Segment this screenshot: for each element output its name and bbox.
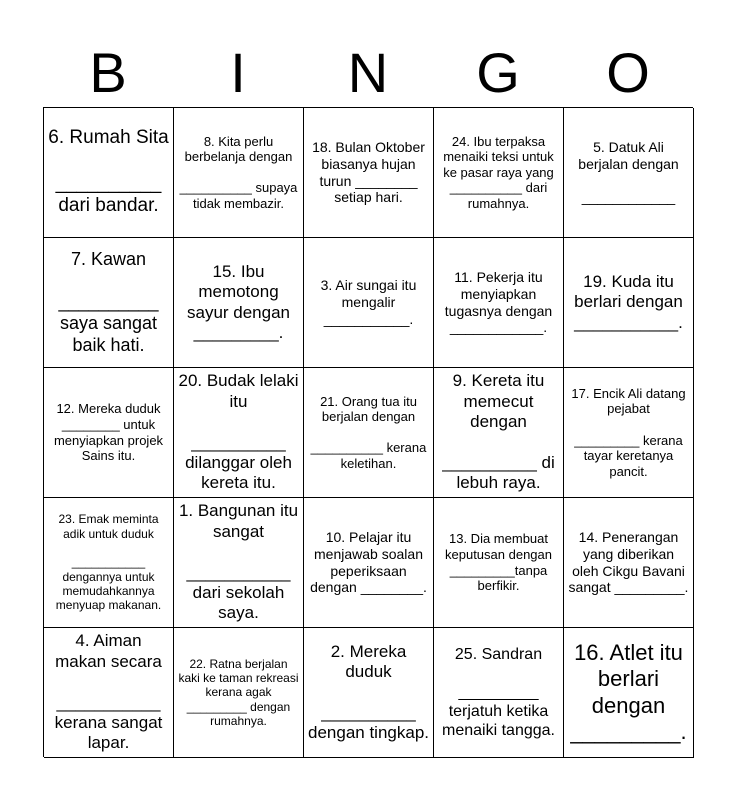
bingo-cell[interactable] [564,108,694,238]
bingo-cell[interactable] [304,628,434,758]
bingo-cell[interactable] [174,368,304,498]
bingo-grid [43,107,693,757]
bingo-cell-text: 14. Penerangan yang diberikan oleh Cikgu Bavani sangat _________. [568,528,689,596]
bingo-cell-text: 22. Ratna berjalan kaki ke taman rekreasi kerana agak _________ dengan rumahnya. [178,656,299,729]
bingo-cell[interactable] [174,628,304,758]
bingo-cell[interactable] [304,498,434,628]
bingo-cell[interactable] [174,238,304,368]
bingo-cell-text: 10. Pelajar itu menjawab soalan peperiksaan dengan ________. [310,528,427,596]
bingo-cell-text: 3. Air sungai itu mengalir ___________. [320,277,417,327]
bingo-cell[interactable] [434,368,564,498]
bingo-cell-text: 2. Mereka duduk __________ dengan tingkap. [308,641,429,743]
bingo-cell-text: 7. Kawan __________ saya sangat baik hati. [58,248,159,355]
bingo-cell-text: 20. Budak lelaki itu __________ dilanggar oleh kereta itu. [178,371,299,493]
bingo-cell-text: 24. Ibu terpaksa menaiki teksi untuk ke pasar raya yang __________ dari rumahnya. [443,133,554,211]
bingo-cell-text: 23. Emak meminta adik untuk duduk ___________ dengannya untuk memudahkannya menyuap makanan. [55,512,162,613]
bingo-cell[interactable] [44,238,174,368]
bingo-cell[interactable] [174,108,304,238]
bingo-cell[interactable] [434,238,564,368]
bingo-cell[interactable] [304,238,434,368]
bingo-cell-text: 12. Mereka duduk ________ untuk menyiapkan projek Sains itu. [53,401,164,464]
bingo-cell-text: 25. Sandran _________ terjatuh ketika menaiki tangga. [442,645,555,740]
bingo-cell-text: 1. Bangunan itu sangat ___________ dari sekolah saya. [178,501,299,623]
bingo-cell[interactable] [564,498,694,628]
bingo-cell[interactable] [44,108,174,238]
bingo-cell[interactable] [44,498,174,628]
bingo-cell[interactable] [434,108,564,238]
bingo-cell[interactable] [174,498,304,628]
bingo-cell[interactable] [434,498,564,628]
bingo-cell[interactable] [564,238,694,368]
bingo-cell[interactable] [304,108,434,238]
bingo-cell[interactable] [44,368,174,498]
bingo-cell-text: 13. Dia membuat keputusan dengan _________tanpa berfikir. [445,531,552,594]
bingo-cell[interactable] [564,368,694,498]
bingo-cell[interactable] [44,628,174,758]
bingo-cell-text: 15. Ibu memotong sayur dengan _________. [186,261,291,342]
bingo-header [43,40,693,106]
header-letter-i: I [230,41,246,104]
bingo-cell-text: 8. Kita perlu berbelanja dengan __________ supaya tidak membazir. [179,133,298,211]
bingo-cell-text: 6. Rumah Sita __________ dari bandar. [48,126,169,217]
bingo-cell-text: 16. Atlet itu berlari dengan _________. [570,639,687,744]
bingo-cell-text: 11. Pekerja itu menyiapkan tugasnya dengan ____________. [444,268,553,336]
bingo-cell-text: 18. Bulan Oktober biasanya hujan turun ________ setiap hari. [312,138,425,206]
bingo-cell-text: 5. Datuk Ali berjalan dengan ____________ [578,138,679,206]
bingo-cell[interactable] [434,628,564,758]
header-letter-b: B [89,41,127,104]
header-letter-o: O [606,41,650,104]
header-letter-g: G [476,41,520,104]
bingo-cell-text: 17. Encik Ali datang pejabat _________ kerana tayar keretanya pancit. [571,385,686,479]
bingo-cell-text: 19. Kuda itu berlari dengan ___________. [574,271,683,332]
bingo-cell[interactable] [304,368,434,498]
bingo-cell-text: 9. Kereta itu memecut dengan __________ di lebuh raya. [442,371,555,493]
bingo-cell-text: 21. Orang tua itu berjalan dengan __________ kerana keletihan. [310,393,427,471]
header-letter-n: N [347,41,389,104]
bingo-cell-text: 4. Aiman makan secara ___________ kerana sangat lapar. [54,631,163,753]
bingo-cell[interactable] [564,628,694,758]
